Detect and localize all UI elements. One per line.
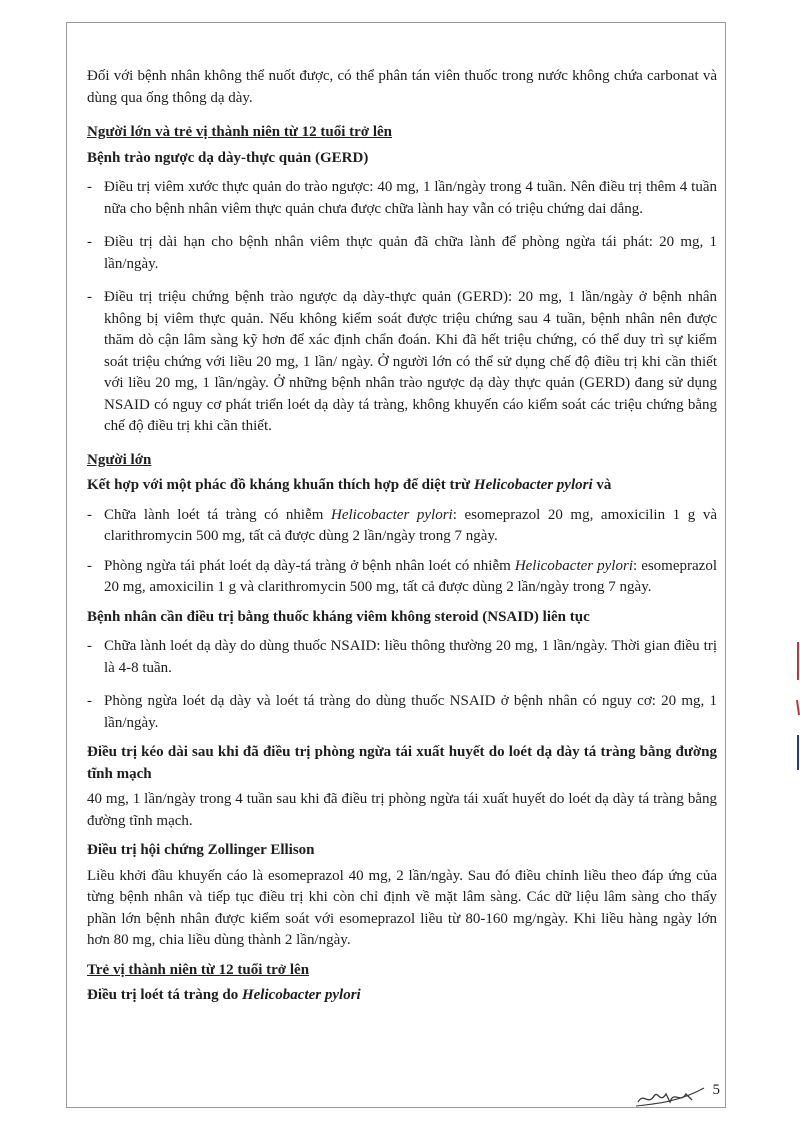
document-body xyxy=(87,66,717,1015)
subheading-extended-treatment: Điều trị kéo dài sau khi đã điều trị phòng ngừa tái xuất huyết do loét dạ dày tá tràng bằng đường tĩnh mạch xyxy=(87,744,717,782)
section-heading-adolescents: Trẻ vị thành niên từ 12 tuổi trở lên xyxy=(87,961,310,978)
list-item: - Điều trị viêm xước thực quản do trào ngược: 40 mg, 1 lần/ngày trong 4 tuần. Nên điều trị thêm 4 tuần nữa cho bệnh nhân viêm thực quản chưa được chữa lành hay vẫn có triệu chứng dai dẳng. xyxy=(87,179,717,217)
list-item: - Phòng ngừa loét dạ dày và loét tá tràng do dùng thuốc NSAID ở bệnh nhân có nguy cơ: 20 mg, 1 lần/ngày. xyxy=(87,693,717,731)
subheading-gerd: Bệnh trào ngược dạ dày-thực quản (GERD) xyxy=(87,149,369,166)
list-item: - Phòng ngừa tái phát loét dạ dày-tá tràng ở bệnh nhân loét có nhiễm Helicobacter pylori: esomeprazol 20 mg, amoxicilin 1 g và clarithromycin 500 mg, tất cả được dùng 2 lần/ngày trong 7 ngày. xyxy=(87,557,717,595)
page-number: 5 xyxy=(712,1082,720,1098)
list-item: - Điều trị triệu chứng bệnh trào ngược dạ dày-thực quản (GERD): 20 mg, 1 lần/ngày ở bệnh nhân không bị viêm thực quản. Nếu không kiểm soát được triệu chứng sau 4 tuần, bệnh nhân nên được thăm dò cận lâm sàng kỹ hơn để xác định chẩn đoán. Khi đã hết triệu chứng, có thể duy trì sự kiểm soát triệu chứng với liều 20 mg, 1 lần/ ngày. Ở người lớn có thể sử dụng chế độ điều trị khi cần thiết với liều 20 mg, 1 lần/ngày. Ở những bệnh nhân trào ngược dạ dày thực quản (GERD) đang sử dụng NSAID có nguy cơ phát triển loét dạ dày tá tràng, không khuyến cáo kiểm soát các triệu chứng bằng chế độ điều trị khi cần thiết. xyxy=(87,289,717,434)
zollinger-ellison-text: Liều khởi đầu khuyến cáo là esomeprazol 40 mg, 2 lần/ngày. Sau đó điều chỉnh liều theo đáp ứng của từng bệnh nhân và tiếp tục điều trị khi còn chỉ định về mặt lâm sàng. Các dữ liệu lâm sàng cho thấy phần lớn bệnh nhân được kiểm soát với esomeprazol liều từ 80-160 mg/ngày. Khi liều hàng ngày lớn hơn 80 mg, chia liều dùng thành 2 lần/ngày. xyxy=(87,867,717,948)
subheading-duodenal-ulcer-h-pylori: Điều trị loét tá tràng do Helicobacter pylori xyxy=(87,987,361,1003)
list-item: - Chữa lành loét dạ dày do dùng thuốc NSAID: liều thông thường 20 mg, 1 lần/ngày. Thời gian điều trị là 4-8 tuần. xyxy=(87,638,717,676)
intro-paragraph: Đối với bệnh nhân không thể nuốt được, có thể phân tán viên thuốc trong nước không chứa carbonat và dùng qua ống thông dạ dày. xyxy=(87,68,717,106)
subheading-zollinger-ellison: Điều trị hội chứng Zollinger Ellison xyxy=(87,842,315,858)
stamp-edge-mark xyxy=(792,640,800,780)
list-item: - Chữa lành loét tá tràng có nhiễm Helicobacter pylori: esomeprazol 20 mg, amoxicilin 1 g và clarithromycin 500 mg, tất cả được dùng 2 lần/ngày trong 7 ngày. xyxy=(87,506,717,544)
subheading-h-pylori-regimen: Kết hợp với một phác đồ kháng khuẩn thích hợp để diệt trừ Helicobacter pylori và xyxy=(87,477,612,493)
section-heading-adults-adolescents: Người lớn và trẻ vị thành niên từ 12 tuổi trở lên xyxy=(87,124,393,140)
subheading-nsaid: Bệnh nhân cần điều trị bằng thuốc kháng viêm không steroid (NSAID) liên tục xyxy=(87,608,590,625)
list-item: - Điều trị dài hạn cho bệnh nhân viêm thực quản đã chữa lành để phòng ngừa tái phát: 20 mg, 1 lần/ngày. xyxy=(87,234,717,272)
extended-treatment-text: 40 mg, 1 lần/ngày trong 4 tuần sau khi đã điều trị phòng ngừa tái xuất huyết do loét dạ dày tá tràng bằng đường tĩnh mạch. xyxy=(87,791,717,829)
section-heading-adults: Người lớn xyxy=(87,451,152,468)
handwritten-signature xyxy=(634,1082,710,1110)
